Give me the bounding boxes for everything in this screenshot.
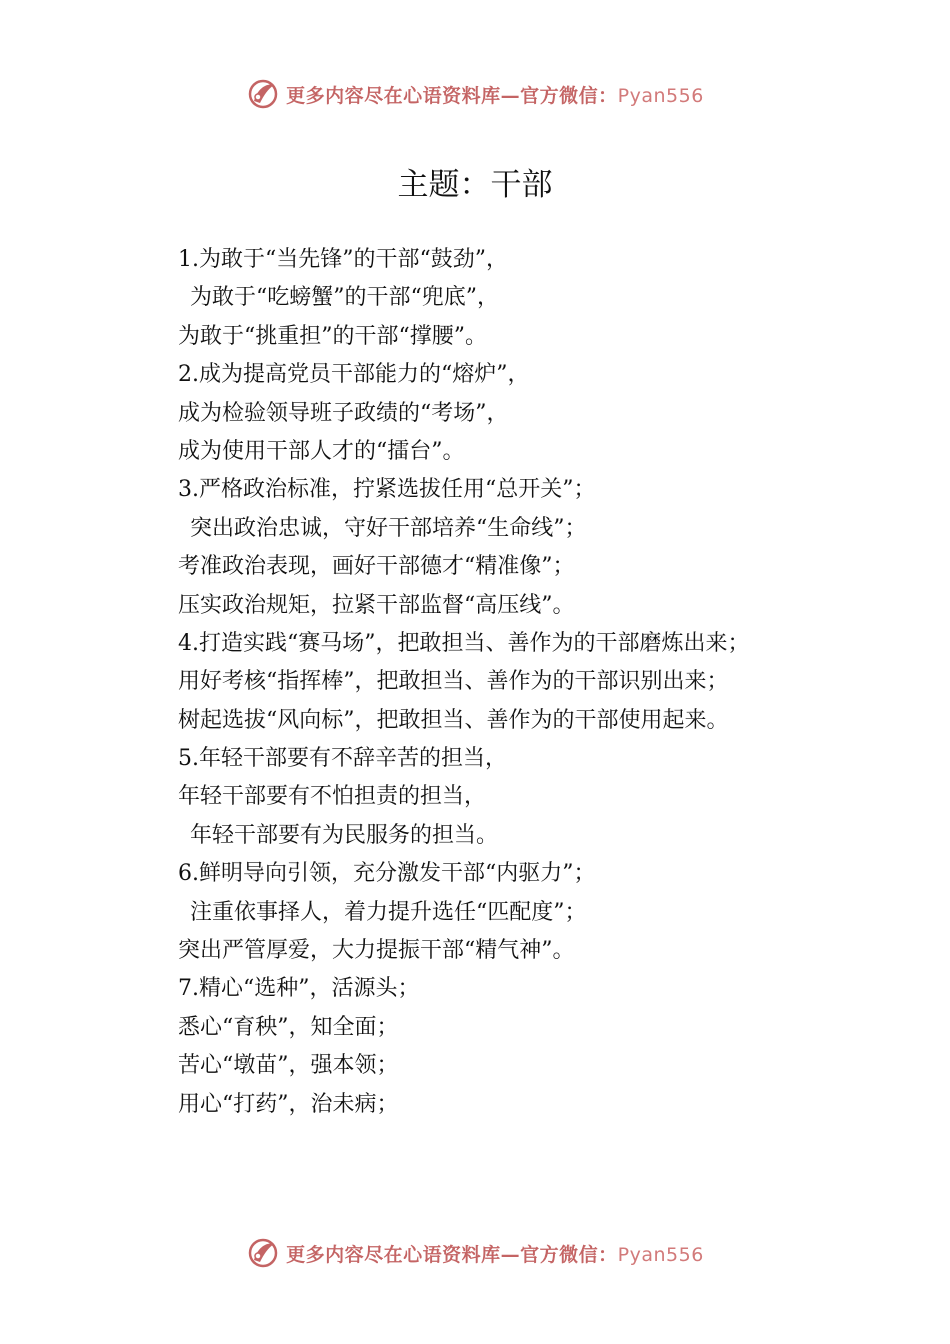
text-line: 悉心“育秧”，知全面； bbox=[178, 1014, 399, 1040]
text-line: 用心“打药”，治未病； bbox=[178, 1091, 399, 1117]
text-line: 为敢于“吃螃蟹”的干部“兜底”， bbox=[190, 285, 499, 311]
text-line: 树起选拔“风向标”，把敢担当、善作为的干部使用起来。 bbox=[178, 707, 729, 733]
banner-text bbox=[286, 81, 704, 108]
text-line: 年轻干部要有为民服务的担当。 bbox=[190, 822, 499, 848]
text-line: 成为检验领导班子政绩的“考场”， bbox=[178, 400, 509, 426]
text-line: 突出政治忠诚，守好干部培养“生命线”； bbox=[190, 515, 587, 541]
footer-banner bbox=[0, 1233, 950, 1273]
text-line: 7.精心“选种”，活源头； bbox=[178, 976, 420, 1002]
text-line: 用好考核“指挥棒”，把敢担当、善作为的干部识别出来； bbox=[178, 669, 729, 695]
text-line: 1.为敢于“当先锋”的干部“鼓劲”， bbox=[178, 247, 508, 272]
text-line: 为敢于“挑重担”的干部“撑腰”。 bbox=[178, 323, 487, 349]
text-line: 考准政治表现，画好干部德才“精准像”； bbox=[178, 554, 575, 580]
wechat-id: Pyan556 bbox=[617, 84, 704, 107]
text-line: 5.年轻干部要有不辞辛苦的担当， bbox=[178, 746, 507, 772]
page-title: 主题：干部 bbox=[397, 167, 553, 203]
text-line: 苦心“墩苗”，强本领； bbox=[178, 1053, 399, 1079]
header-banner bbox=[0, 74, 950, 114]
text-line: 突出严管厚爱，大力提振干部“精气神”。 bbox=[178, 938, 575, 964]
text-line: 年轻干部要有不怕担责的担当， bbox=[178, 784, 487, 810]
wechat-id: Pyan556 bbox=[617, 1243, 704, 1266]
text-line: 4.打造实践“赛马场”，把敢担当、善作为的干部磨炼出来； bbox=[178, 630, 750, 656]
document-body bbox=[178, 241, 878, 1124]
banner-slogan: 更多内容尽在心语资料库—官方微信： bbox=[286, 84, 618, 107]
text-line: 2.成为提高党员干部能力的“熔炉”， bbox=[178, 362, 530, 388]
text-line: 注重依事择人，着力提升选任“匹配度”； bbox=[190, 899, 587, 925]
logo-icon bbox=[246, 1236, 280, 1270]
text-line: 3.严格政治标准，拧紧选拔任用“总开关”； bbox=[178, 477, 596, 503]
text-line: 6.鲜明导向引领，充分激发干部“内驱力”； bbox=[178, 861, 596, 887]
text-line: 压实政治规矩，拉紧干部监督“高压线”。 bbox=[178, 592, 575, 618]
logo-icon bbox=[246, 77, 280, 111]
text-line: 成为使用干部人才的“擂台”。 bbox=[178, 438, 465, 464]
banner-slogan: 更多内容尽在心语资料库—官方微信： bbox=[286, 1243, 618, 1266]
banner-text bbox=[286, 1240, 704, 1267]
